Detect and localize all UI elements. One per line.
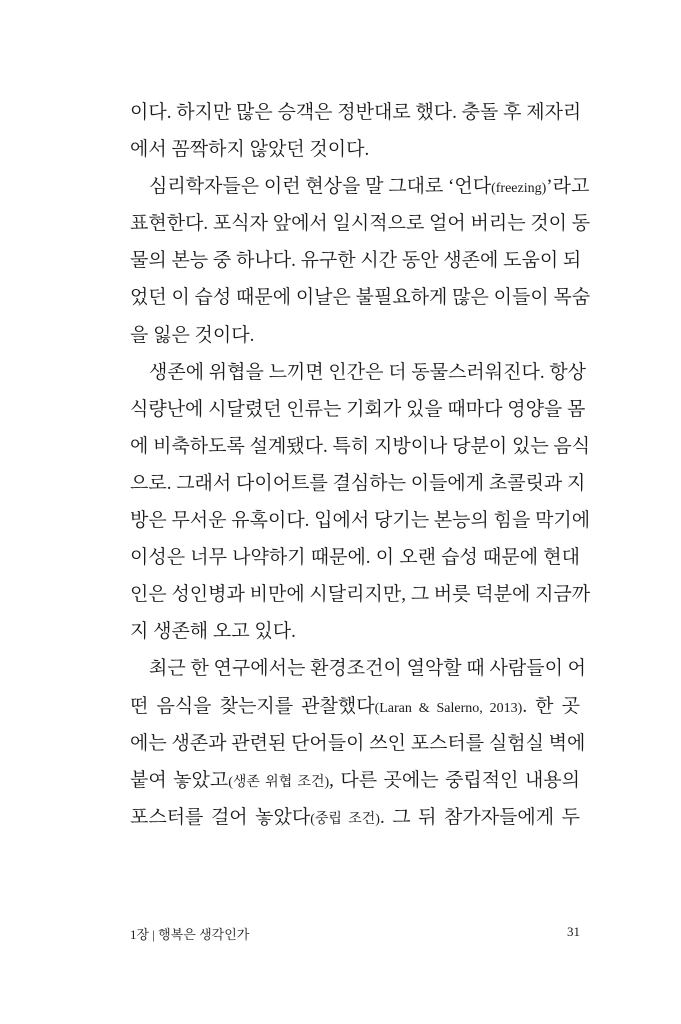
text-line: 에는 생존과 관련된 단어들이 쓰인 포스터를 실험실 벽에 — [130, 732, 586, 754]
text-segment: . 한 곳 — [522, 695, 580, 717]
condition-note: (중립 조건) — [310, 811, 380, 827]
text-line — [130, 762, 580, 799]
citation: (Laran & Salerno, 2013) — [374, 700, 523, 716]
latin-term: (freezing) — [491, 181, 547, 197]
text-line: 으로. 그래서 다이어트를 결심하는 이들에게 초콜릿과 지 — [130, 472, 586, 494]
text-segment: , 다른 곳에는 중립적인 내용의 — [329, 769, 581, 791]
text-line: 에 비축하도록 설계됐다. 특히 지방이나 당분이 있는 음식 — [130, 435, 591, 457]
text-line: 에서 꼼짝하지 않았던 것이다. — [130, 139, 370, 161]
page-number: 31 — [567, 924, 580, 939]
body-text — [130, 94, 591, 836]
text-line: 생존에 위협을 느끼면 인간은 더 동물스러워진다. 항상 — [149, 361, 587, 383]
text-line: 지 생존해 오고 있다. — [130, 621, 296, 643]
text-line: 방은 무서운 유혹이다. 입에서 당기는 본능의 힘을 막기에 — [130, 510, 591, 532]
text-line: 인은 성인병과 비만에 시달리지만, 그 버릇 덕분에 지금까 — [130, 584, 591, 606]
text-line: 었던 이 습성 때문에 이날은 불필요하게 많은 이들이 목숨 — [130, 287, 591, 309]
text-line: 을 잃은 것이다. — [130, 324, 255, 346]
text-line: 표현한다. 포식자 앞에서 일시적으로 얼어 버리는 것이 동 — [130, 213, 591, 235]
condition-note: (생존 위협 조건) — [228, 774, 330, 790]
text-line — [130, 168, 590, 205]
page-footer — [130, 924, 580, 943]
text-line: 이성은 너무 나약하기 때문에. 이 오랜 습성 때문에 현대 — [130, 547, 580, 569]
text-line: 최근 한 연구에서는 환경조건이 열악할 때 사람들이 어 — [149, 658, 587, 680]
text-line: 식량난에 시달렸던 인류는 기회가 있을 때마다 영양을 몸 — [130, 398, 586, 420]
text-segment: 붙여 놓았고 — [130, 769, 229, 791]
text-line: 물의 본능 중 하나다. 유구한 시간 동안 생존에 도움이 되 — [130, 250, 582, 272]
text-segment: ’라고 — [546, 176, 590, 198]
running-chapter-title: 1장 | 행복은 생각인가 — [130, 927, 250, 942]
text-line — [130, 799, 580, 836]
text-line — [130, 688, 580, 725]
text-segment: 포스터를 걸어 놓았다 — [130, 806, 311, 828]
text-segment: . 그 뒤 참가자들에게 두 — [379, 806, 581, 828]
text-line: 이다. 하지만 많은 승객은 정반대로 했다. 충돌 후 제자리 — [130, 102, 582, 123]
text-segment: 떤 음식을 찾는지를 관찰했다 — [130, 695, 375, 717]
text-segment: 심리학자들은 이런 현상을 말 그대로 ‘언다 — [149, 176, 492, 198]
